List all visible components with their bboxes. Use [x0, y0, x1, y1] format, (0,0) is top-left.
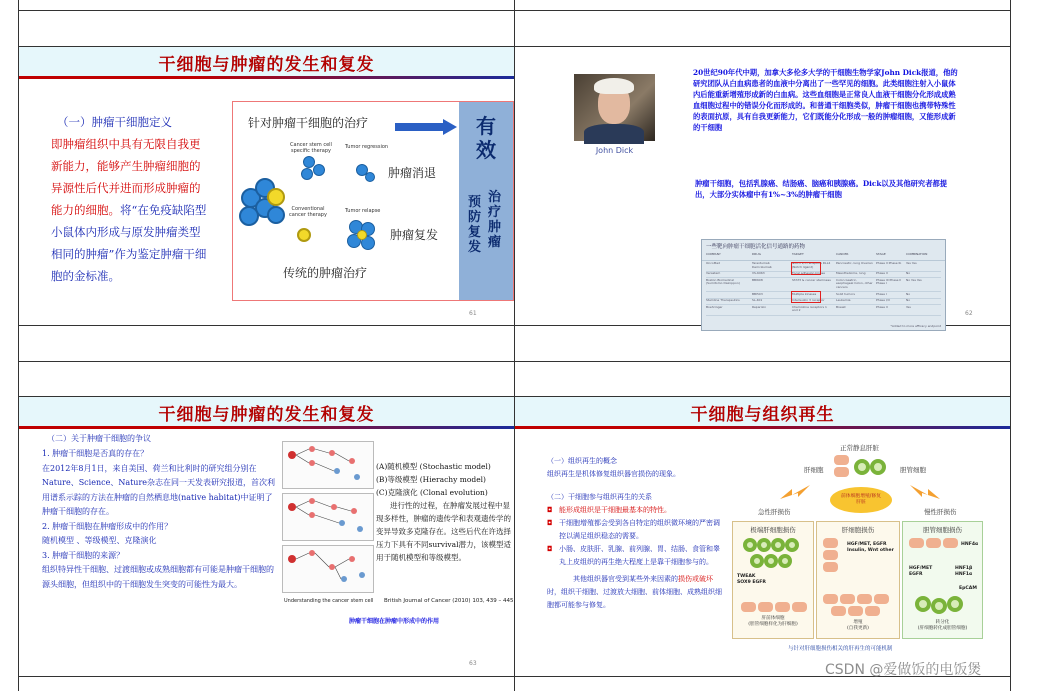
highlight-box [791, 262, 821, 275]
model-caption-left: Understanding the cancer stem cell [284, 598, 374, 604]
table-cell: Boehringer [706, 304, 723, 309]
table-cell: Solid tumors [836, 291, 855, 296]
hepatocyte-icon [874, 594, 889, 604]
bile-cell-icon [771, 538, 785, 552]
bile-cell-icon [757, 538, 771, 552]
d-top-label: 正常静息肝脏 [840, 444, 879, 452]
footer-note: 肿瘤干细胞在肿瘤中形成中的作用 [349, 618, 440, 625]
table-cell: BBI503 [752, 291, 763, 296]
th: COMPANY [706, 252, 721, 256]
photo-caption: John Dick [595, 146, 634, 155]
frame-h4 [18, 361, 1011, 362]
bile-cell-icon [870, 459, 886, 475]
table-cell: Yes Yes [906, 261, 917, 265]
table-cell: Interleukin 3 receptor [792, 298, 825, 303]
shirt-icon [584, 124, 644, 144]
hepatocyte-icon [823, 594, 838, 604]
th: DRUG [752, 252, 761, 256]
slide-title: 干细胞与组织再生 [515, 397, 1010, 427]
table-cell: STAT3 & cancer stemness [792, 277, 831, 282]
bullet-1-text: 能形成组织是干细胞最基本的特性。 [559, 506, 671, 514]
watermark: CSDN @爱做饭的电饭煲 [825, 662, 982, 678]
table-title: 一些靶向肿瘤干细胞活化信号通路的药物 [706, 244, 806, 250]
tumor-cell-icon [301, 168, 313, 180]
question-1: 1. 肿瘤干细胞是否真的存在？ [42, 449, 149, 458]
hepatocyte-icon [865, 606, 880, 616]
fig-conventional-label: Conventional cancer therapy [289, 206, 327, 218]
hepatocyte-icon [909, 538, 924, 548]
table-cell: BBI608 [752, 277, 763, 282]
hepatocyte-icon [775, 602, 790, 612]
hepatocyte-icon [943, 538, 958, 548]
th: CANCER [836, 252, 849, 256]
definition-red: 即肿瘤组织中具有无限自我更新能力，能够产生肿瘤细胞的异源性后代并进而形成肿瘤的能力的细胞。 [51, 137, 201, 217]
table-cell: No [906, 271, 911, 276]
bile-cell-icon [764, 554, 778, 568]
slide-title: 干细胞与肿瘤的发生和复发 [19, 47, 514, 77]
d-center-label: 前体细胞增殖/修复肝脏 [841, 494, 881, 505]
th: STAGE [876, 252, 886, 256]
bile-cell-icon [854, 459, 870, 475]
table-cell: Breast [836, 304, 846, 309]
hepatocyte-icon [823, 550, 838, 560]
section-heading: （一）肿瘤干细胞定义 [57, 115, 172, 129]
table-cell: VS-6063 [752, 271, 765, 276]
table-cell: Mesothelioma, lung [836, 271, 866, 276]
effect-col2: 治疗肿瘤 [488, 190, 502, 250]
effect-sidebar [459, 102, 513, 300]
slide-62[interactable] [515, 47, 1010, 328]
regeneration-text [547, 455, 725, 612]
hepatocyte-icon [926, 538, 941, 548]
dick-paragraph: 20世纪90年代中期，加拿大多伦多大学的干细胞生物学家John Dick报道，他的研究团队从白血病患者的血液中分离出了一些罕见的细胞。此类细胞注射入小鼠体内后能重新增殖形成新的白血病。这些血细胞是正常良人血液干细胞分化形成成熟血细胞过程中的错误分化而形成的。和普通干细胞类似，肿瘤干细胞也携带特殊性的表面抗原，具有自我更新能力，它们既能分化形成一般的肿瘤细胞，又能形成新的干细胞 [693, 68, 958, 132]
d-tweak-label: TWEAK SOX9 EGFR [737, 574, 766, 585]
d-hgf-label: HGF/MET, EGFR Insulin, Wnt other [847, 542, 894, 553]
fig-cancer-stem-label: Cancer stem cell specific therapy [290, 142, 332, 154]
concept-text: 组织再生是机体修复组织器官损伤的现象。 [547, 470, 680, 478]
model-c: (C)克隆演化 (Clonal evolution) [376, 488, 488, 497]
slide-63[interactable] [19, 397, 514, 676]
page-number: 62 [965, 310, 973, 317]
bile-cell-icon [947, 596, 963, 612]
table-cell: Pancreatic, lung Ovarian [836, 261, 873, 265]
table-cell: Phase I/II [876, 298, 890, 303]
d-hgf2-label: HGF/MET EGFR [909, 566, 933, 577]
bullet-2 [547, 517, 725, 543]
table-cell: Colon Gastric, esophageal Colon, other cancers [836, 277, 873, 289]
d-box-2 [816, 521, 900, 639]
table-cell: Reparixin [752, 304, 767, 309]
fig-top-label: 针对肿瘤干细胞的治疗 [248, 116, 369, 130]
stem-cell-icon [267, 188, 285, 206]
table-note: *Added to more efficacy endpoint [890, 324, 941, 328]
table-cell: Phase I [876, 291, 887, 296]
highlight-box [791, 291, 821, 303]
model-caption-right: British Journal of Cancer (2010) 103, 439 – 445 [384, 598, 514, 604]
definition-blue: 将“在免疫缺陷型小鼠体内形成与原发肿瘤类型相同的肿瘤”作为鉴定肿瘤干细胞的金标准。 [51, 203, 207, 283]
fig-relapse-label: Tumor relapse [345, 208, 381, 214]
hair-icon [594, 78, 634, 94]
title-rule [19, 426, 514, 429]
effect-label: 有效 [476, 114, 496, 162]
hepatocyte-icon [840, 594, 855, 604]
table-cell: No [906, 298, 911, 303]
repair-text-red: 损伤或破坏 [678, 575, 713, 583]
lightning-icon [780, 485, 810, 505]
bullet-3-text: 小肠、皮肤肝、乳腺、前列腺、胃、结肠、食管和睾丸上皮组织的再生绝大程度上是靠干细胞参与的。 [559, 545, 720, 566]
question-3: 3. 肿瘤干细胞的来源？ [42, 550, 125, 560]
fig-bottom-label: 传统的肿瘤治疗 [283, 266, 368, 280]
d-chronic-label: 慢性肝损伤 [924, 508, 957, 516]
hepatocyte-icon [823, 562, 838, 572]
bullet-3 [547, 543, 725, 569]
heading-2: （二）干细胞参与组织再生的关系 [547, 493, 652, 501]
title-rule [515, 426, 1010, 429]
bile-cell-icon [785, 538, 799, 552]
bile-cell-icon [750, 554, 764, 568]
answer-3: 组织特异性干细胞、过渡细胞或成熟细胞都有可能是肿瘤干细胞的源头细胞，但组织中的干细胞发生突变的可能性为最大。 [42, 565, 274, 589]
d-box3-title: 胆管细胞损伤 [923, 526, 962, 534]
model-descriptions [376, 460, 511, 564]
hepatocyte-icon [848, 606, 863, 616]
hepatocyte-icon [834, 455, 849, 465]
table-cell: Stemline Therapeutics [706, 298, 740, 303]
d-center-burst [830, 487, 892, 513]
d-hnf1-label: HNF1β HNF1α [955, 566, 973, 577]
tumor-cell-icon [365, 172, 375, 182]
d-epcam-label: EpCAM [959, 586, 977, 591]
page-number: 61 [469, 310, 477, 317]
th: COMBINATION [906, 252, 928, 256]
liver-diagram [730, 443, 983, 657]
table-divider [706, 315, 941, 316]
d-hepatocyte-label: 肝细胞 [804, 466, 824, 474]
table-cell: Boston Biomedical (Sumitomo Dainippon) [706, 277, 740, 286]
d-box2-title: 肝细胞损伤 [841, 526, 875, 534]
tumor-cell-icon [267, 206, 285, 224]
model-a: (A)随机模型 (Stochastic model) [376, 462, 491, 471]
stem-cell-icon [297, 228, 311, 242]
d-acute-label: 急性肝损伤 [758, 508, 791, 516]
model-b: (B)等级模型 (Hierachy model) [376, 475, 486, 484]
repair-text-b: 时，组织干细胞、过渡放大细胞、前体细胞、成熟组织细胞都可能参与修复。 [547, 588, 722, 609]
d-c1-label: 肝前体细胞 (胆管细胞样化为肝细胞) [748, 616, 798, 627]
model-diagram-icon [282, 441, 372, 593]
arrow-right-icon [395, 119, 457, 135]
slide-64[interactable] [515, 397, 1010, 676]
bullet-square-icon: ◘ [547, 506, 553, 514]
table-cell: Multiple kinases [792, 291, 817, 296]
d-c3-label: 转分化 (肝细胞转化成胆管细胞) [917, 620, 968, 631]
table-header [706, 252, 941, 259]
table-cell: Phase II Phase Ib [876, 261, 902, 265]
repair-text-a: 其他组织器官受到某些外来因素的 [573, 575, 678, 583]
hepatocyte-icon [792, 602, 807, 612]
normal-cells [834, 455, 888, 479]
model-desc: 进行性的过程，在肿瘤发展过程中显现多样性，肿瘤的遗传学和表观遗传学的变异导致多克隆存在。这些后代在许选择压力下具有不同survival潜力，该模型适用于随机模型和等级模型。 [376, 501, 512, 562]
table-cell: Phase II [876, 271, 888, 276]
d-box-3 [902, 521, 983, 639]
john-dick-photo [574, 74, 655, 141]
bullet-square-icon: ◘ [547, 519, 553, 527]
d-bile-label: 胆管细胞 [900, 466, 926, 474]
hepatocyte-icon [831, 606, 846, 616]
drug-table [701, 239, 946, 331]
lightning-icon [910, 485, 940, 505]
solid-tumor-paragraph: 肿瘤干细胞，包括乳腺癌、结肠癌、脑癌和胰腺癌。Dick以及其他研究者都提出，大部分实体瘤中有1%~3%的肿瘤干细胞 [695, 179, 948, 199]
table-cell: Notch 2/3 receptors DLL4 (Notch ligand) [792, 261, 831, 269]
therapy-figure [232, 101, 514, 301]
repair-text [547, 573, 725, 612]
hepatocyte-icon [857, 594, 872, 604]
table-body [706, 262, 941, 322]
d-hnf-label: HNF4α [961, 542, 979, 547]
fig-regression-label: Tumor regression [345, 144, 389, 150]
table-cell: OncoMed [706, 261, 721, 265]
page-number: 63 [469, 660, 477, 667]
table-cell: Focal adhesion kinase [792, 271, 826, 276]
slide-title: 干细胞与肿瘤的发生和复发 [19, 397, 514, 427]
hepatocyte-icon [823, 538, 838, 548]
table-cell: Phase III Phase II Phase I [876, 277, 902, 286]
fig-recur-label: 肿瘤复发 [390, 228, 439, 242]
bullet-2-text: 干细胞增殖都会受到各自特定的组织微环境的严密调控以满足组织稳态的需要。 [559, 519, 720, 540]
stem-cell-icon [357, 230, 367, 240]
table-cell: Leukemia [836, 298, 851, 303]
table-cell: No [906, 291, 911, 296]
heading-1: （一）组织再生的概念 [547, 457, 617, 465]
definition-text [51, 111, 211, 287]
table-cell: Tarextumab Demcizumab [752, 261, 772, 269]
frame-right-line [1010, 0, 1011, 691]
bullet-square-icon: ◘ [547, 545, 553, 553]
bile-cell-icon [743, 538, 757, 552]
effect-col1: 预防复发 [468, 195, 482, 255]
d-box-1 [732, 521, 814, 639]
controversy-text [42, 447, 278, 592]
model-figure [282, 441, 372, 593]
d-footer-label: 与针对肝细胞损伤相关的肝再生的可能机制 [788, 646, 893, 652]
question-2: 2. 肿瘤干细胞在肿瘤形成中的作用？ [42, 521, 173, 531]
fig-shrink-label: 肿瘤消退 [388, 166, 437, 180]
frame-h1 [18, 10, 1011, 11]
hepatocyte-icon [758, 602, 773, 612]
bile-cell-icon [915, 596, 931, 612]
answer-2: 随机模型 、等级模型、克隆演化 [42, 536, 157, 545]
d-box1-title: 极端肝细胞损伤 [750, 526, 796, 534]
hepatocyte-icon [741, 602, 756, 612]
tumor-cell-icon [313, 164, 325, 176]
table-cell: SL-401 [752, 298, 763, 303]
bullet-1 [547, 504, 725, 517]
table-cell: Yes [906, 304, 911, 309]
slide-61[interactable] [19, 47, 514, 325]
table-cell: Verastem [706, 271, 721, 276]
th: TARGET [792, 252, 804, 256]
bile-cell-icon [931, 598, 947, 614]
table-cell: Phase II [876, 304, 888, 309]
answer-1: 在2012年8月1日，来自美国、荷兰和比利时的研究组分别在Nature、Science、Nature杂志在同一天发表研究报道，首次利用谱系示踪的方法在肿瘤的自然栖息地(native habitat)中证明了肿瘤干细胞的存在。 [42, 463, 276, 516]
section-heading: （二）关于肿瘤干细胞的争议 [47, 434, 151, 443]
d-c2-label: 增殖 (自我更新) [847, 620, 869, 631]
title-rule [19, 76, 514, 79]
hepatocyte-icon [834, 467, 849, 477]
bile-cell-icon [778, 554, 792, 568]
table-cell: No Yes Yes [906, 277, 922, 282]
table-cell: Chemokine receptors 1 and 2 [792, 304, 827, 313]
tumor-cell-icon [239, 206, 259, 226]
